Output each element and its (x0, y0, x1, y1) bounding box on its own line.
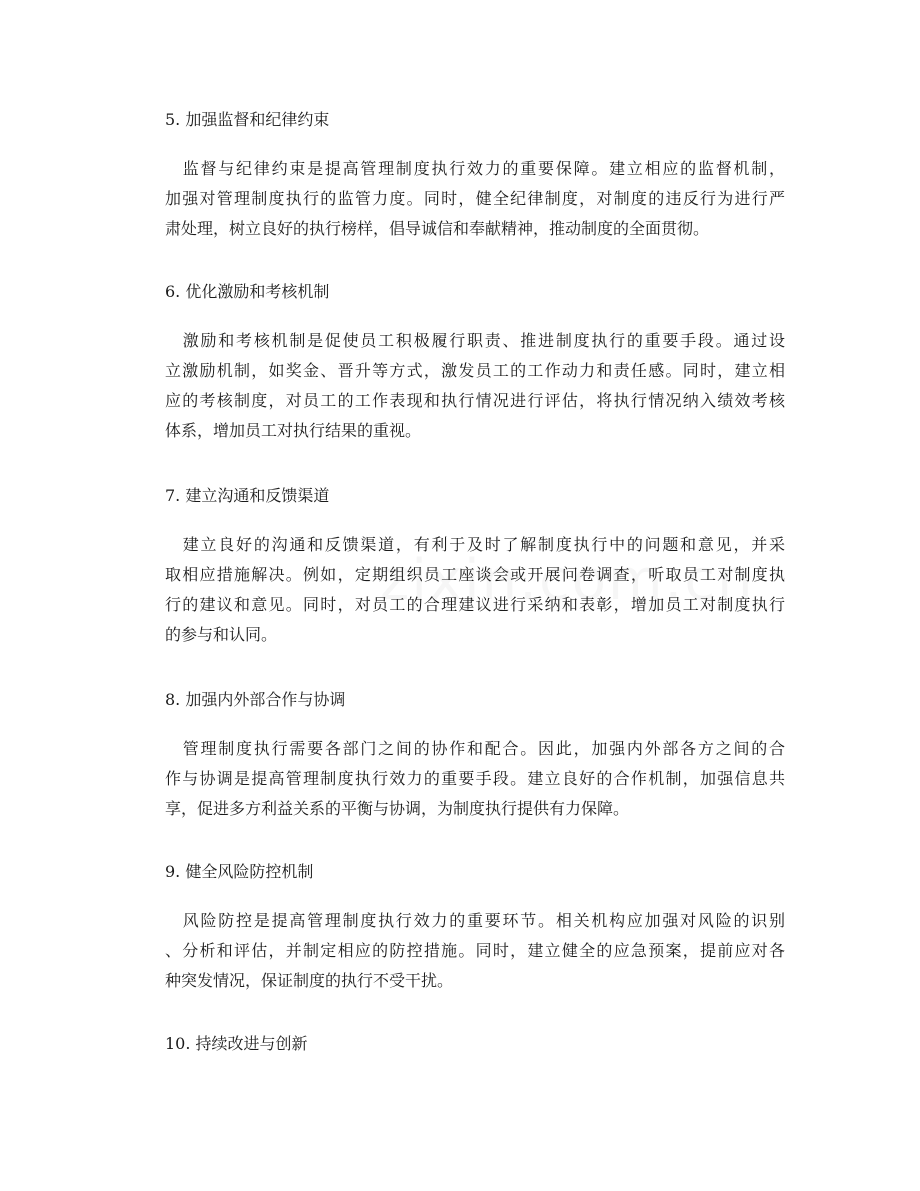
paragraph-line: 肃处理，树立良好的执行榜样，倡导诚信和奉献精神，推动制度的全面贯彻。 (165, 219, 710, 238)
paragraph-line: 管理制度执行需要各部门之间的协作和配合。因此，加强内外部各方之间的合 (165, 739, 785, 758)
section-heading: 5. 加强监督和纪律约束 (165, 110, 330, 129)
paragraph-line: 应的考核制度，对员工的工作表现和执行情况进行评估，将执行情况纳入绩效考核 (165, 391, 785, 410)
section-heading: 9. 健全风险防控机制 (165, 862, 314, 881)
paragraph-line: 作与协调是提高管理制度执行效力的重要手段。建立良好的合作机制，加强信息共 (165, 769, 785, 788)
section-heading: 6. 优化激励和考核机制 (165, 282, 330, 301)
paragraph-line: 建立良好的沟通和反馈渠道，有利于及时了解制度执行中的问题和意见，并采 (165, 535, 785, 554)
paragraph-line: 监督与纪律约束是提高管理制度执行效力的重要保障。建立相应的监督机制， (165, 159, 785, 178)
paragraph-line: 行的建议和意见。同时，对员工的合理建议进行采纳和表彰，增加员工对制度执行 (165, 595, 785, 614)
section-heading: 8. 加强内外部合作与协调 (165, 690, 346, 709)
paragraph-line: 体系，增加员工对执行结果的重视。 (165, 421, 422, 440)
paragraph-line: 激励和考核机制是促使员工积极履行职责、推进制度执行的重要手段。通过设 (165, 331, 785, 350)
paragraph-line: 的参与和认同。 (165, 625, 278, 644)
section-paragraph (165, 906, 785, 996)
paragraph-line: 立激励机制，如奖金、晋升等方式，激发员工的工作动力和责任感。同时，建立相 (165, 361, 785, 380)
paragraph-line: 享，促进多方利益关系的平衡与协调，为制度执行提供有力保障。 (165, 799, 630, 818)
section-paragraph (165, 734, 785, 824)
paragraph-line: 取相应措施解决。例如，定期组织员工座谈会或开展问卷调查，听取员工对制度执 (165, 565, 785, 584)
section-paragraph (165, 154, 785, 244)
section-heading: 7. 建立沟通和反馈渠道 (165, 486, 330, 505)
section-heading: 10. 持续改进与创新 (165, 1034, 308, 1053)
section-paragraph (165, 530, 785, 650)
paragraph-line: 加强对管理制度执行的监管力度。同时，健全纪律制度，对制度的违反行为进行严 (165, 189, 785, 208)
section-paragraph (165, 326, 785, 446)
paragraph-line: 、分析和评估，并制定相应的防控措施。同时，建立健全的应急预案，提前应对各 (165, 941, 785, 960)
paragraph-line: 风险防控是提高管理制度执行效力的重要环节。相关机构应加强对风险的识别 (165, 911, 785, 930)
paragraph-line: 种突发情况，保证制度的执行不受干扰。 (165, 971, 454, 990)
